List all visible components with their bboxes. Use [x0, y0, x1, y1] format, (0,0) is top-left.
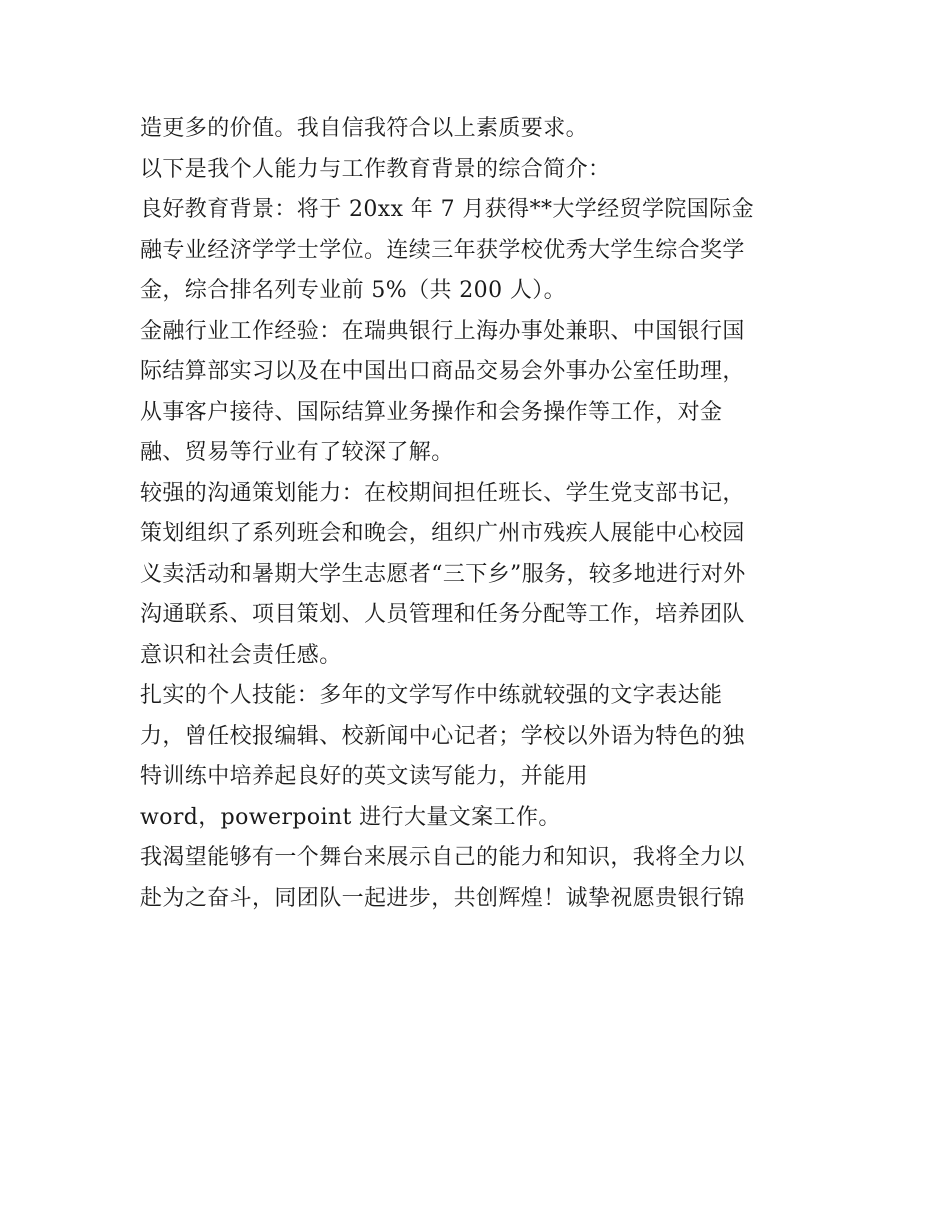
text-line: word，powerpoint 进行大量文案工作。: [140, 804, 561, 830]
text-line: 意识和社会责任感。: [140, 642, 342, 668]
text-line: 义卖活动和暑期大学生志愿者“三下乡”服务，较多地进行对外: [140, 561, 746, 587]
text-line: 融、贸易等行业有了较深了解。: [140, 440, 454, 465]
text-line: 从事客户接待、国际结算业务操作和会务操作等工作，对金: [140, 399, 723, 425]
document-body: [140, 109, 818, 919]
text-line: 以下是我个人能力与工作教育背景的综合简介：: [140, 156, 611, 182]
text-line: 我渴望能够有一个舞台来展示自己的能力和知识，我将全力以: [140, 845, 745, 870]
text-line: 扎实的个人技能：多年的文学写作中练就较强的文字表达能: [140, 683, 723, 708]
text-line: 力，曾任校报编辑、校新闻中心记者；学校以外语为特色的独: [140, 723, 745, 749]
text-line: 良好教育背景：将于 20xx 年 7 月获得**大学经贸学院国际金: [140, 197, 754, 222]
text-line: 赴为之奋斗，同团队一起进步，共创辉煌！诚挚祝愿贵银行锦: [140, 885, 745, 911]
text-line: 融专业经济学学士学位。连续三年获学校优秀大学生综合奖学: [140, 237, 745, 263]
text-line: 特训练中培养起良好的英文读写能力，并能用: [140, 764, 589, 789]
text-line: 造更多的价值。我自信我符合以上素质要求。: [140, 116, 589, 141]
text-line: 金融行业工作经验：在瑞典银行上海办事处兼职、中国银行国: [140, 318, 745, 344]
text-line: 策划组织了系列班会和晚会，组织广州市残疾人展能中心校园: [140, 521, 745, 546]
text-line: 较强的沟通策划能力：在校期间担任班长、学生党支部书记，: [140, 480, 745, 506]
text-line: 金，综合排名列专业前 5%（共 200 人）。: [140, 278, 567, 303]
text-line: 沟通联系、项目策划、人员管理和任务分配等工作，培养团队: [140, 602, 745, 627]
text-line: 际结算部实习以及在中国出口商品交易会外事办公室任助理，: [140, 359, 745, 384]
